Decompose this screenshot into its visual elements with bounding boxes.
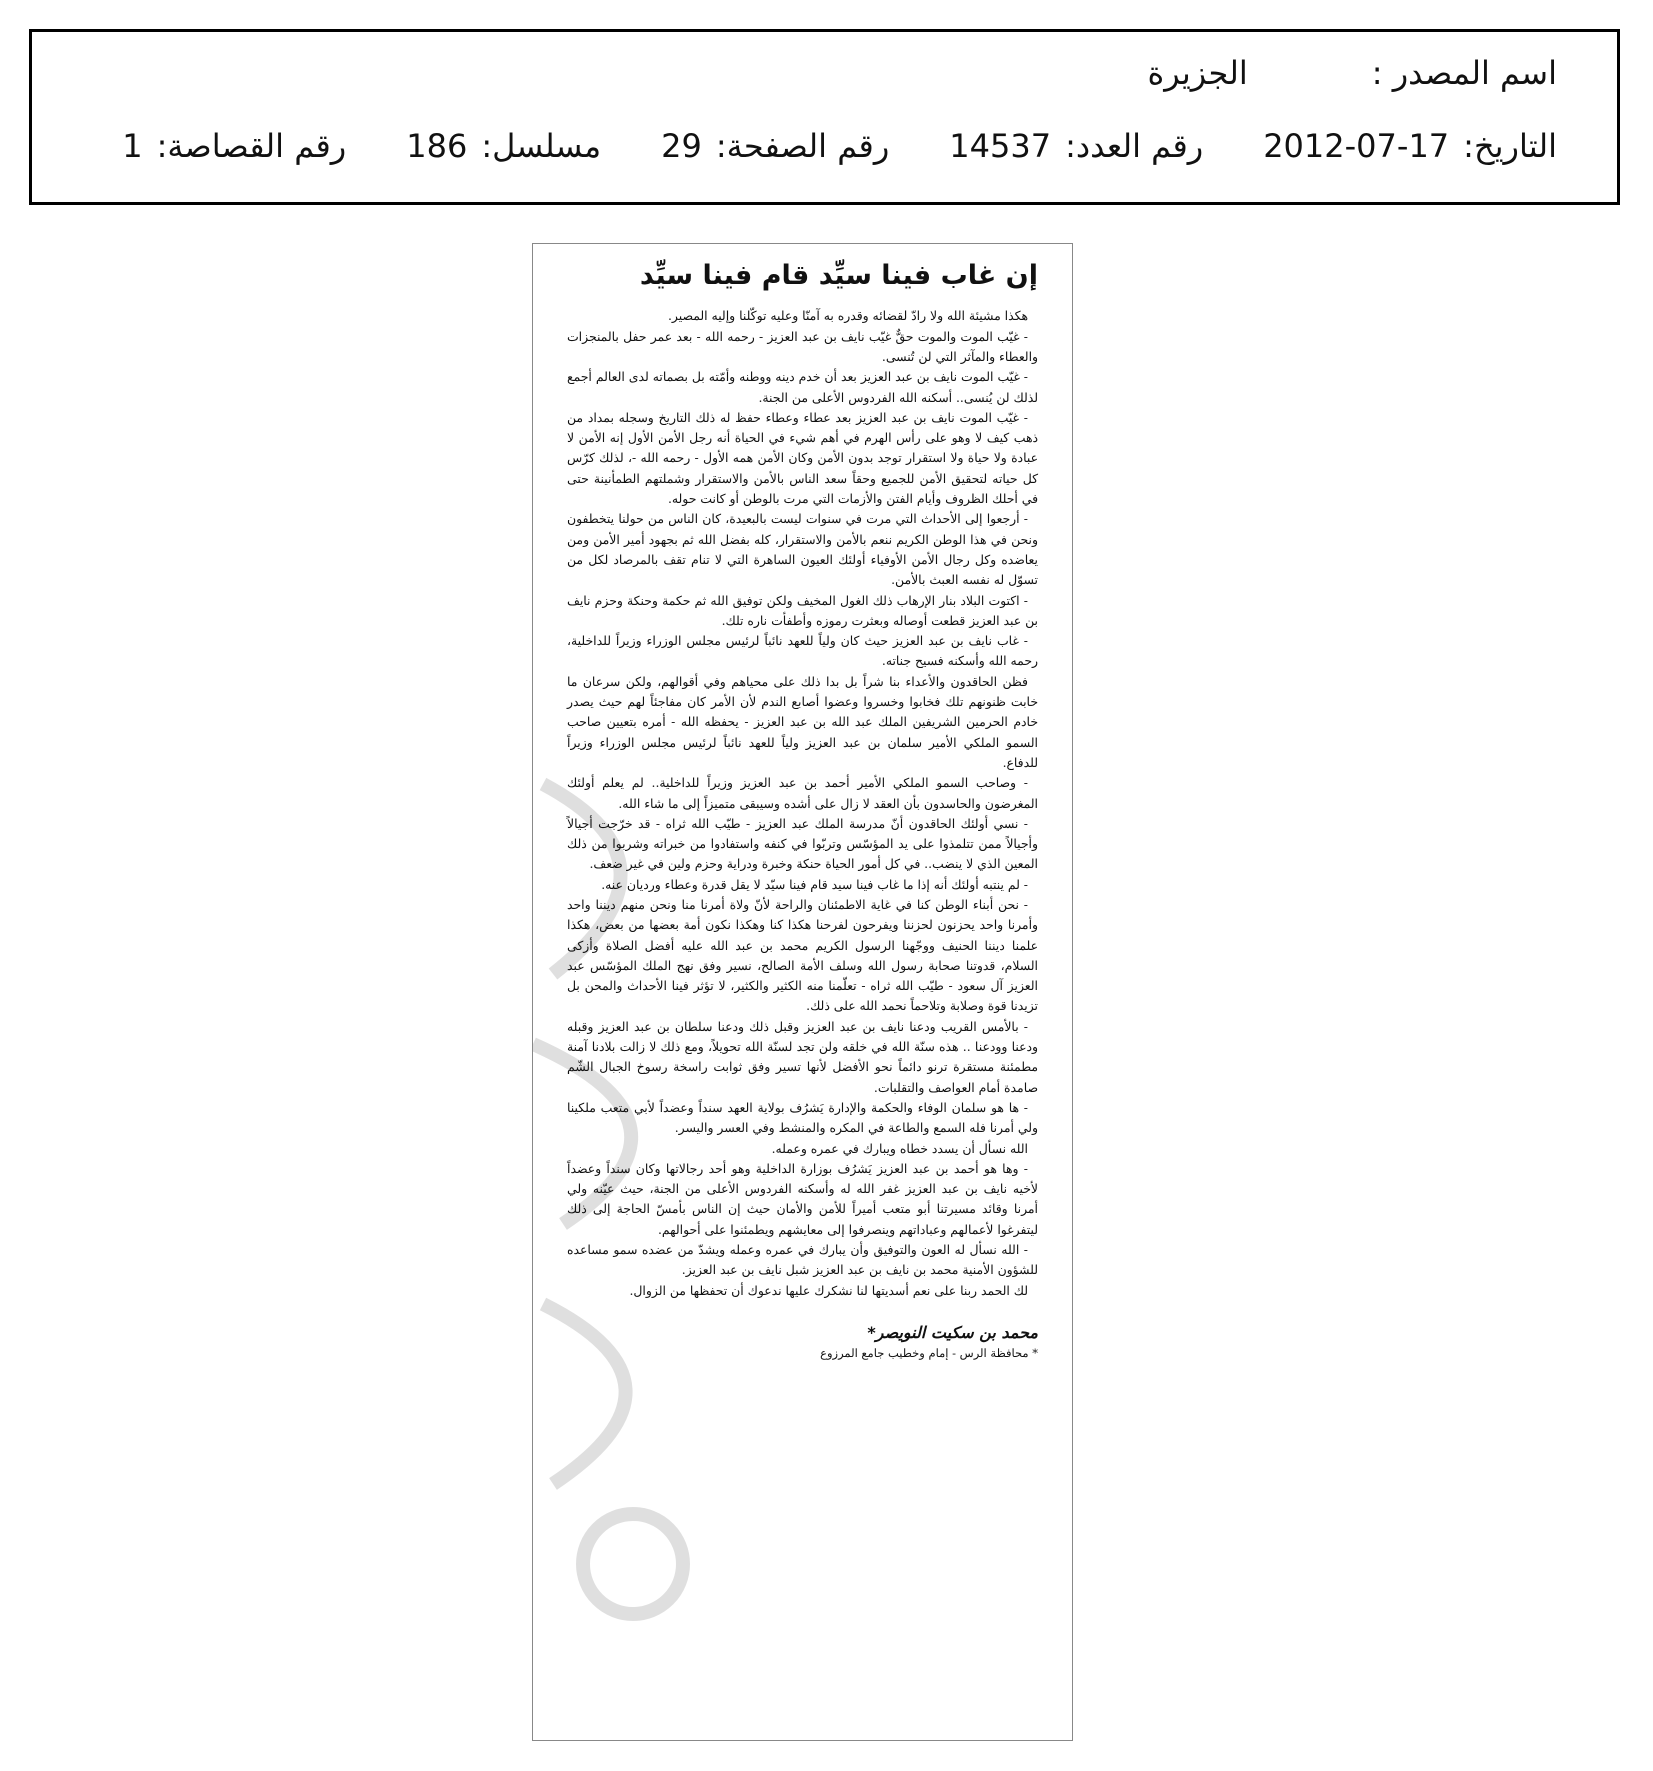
source-label: اسم المصدر : <box>1371 54 1557 92</box>
article-paragraph: - نسي أولئك الحاقدون أنّ مدرسة الملك عبد العزيز - طيّب الله ثراه - قد خرّجت أجيالاً وأجيالاً ممن تتلمذوا على يد المؤسّس وتربّوا في كنفه واستفادوا من خبراته وشربوا من ذلك المعين الذي لا ينضب.. في كل أمور الحياة حنكة وخبرة ودراية وحزم ولين في غير ضعف. <box>567 815 1038 872</box>
article-headline: إن غاب فينا سيِّد قام فينا سيِّد <box>639 260 1038 291</box>
article-paragraph: هكذا مشيئة الله ولا رادّ لقضائه وقدره به آمنّا وعليه توكّلنا وإليه المصير. <box>667 308 1028 324</box>
article-paragraph: - نحن أبناء الوطن كنا في غاية الاطمئنان والراحة لأنّ ولاة أمرنا منا ونحن منهم ديننا واحد وأمرنا واحد يحزنون لحزننا ويفرحون لفرحنا هكذا كنا وهكذا نكون أمة بعضها من بعض، هكذا علمنا ديننا الحنيف ووجّهنا الرسول الكريم محمد بن عبد الله عليه أفضل الصلاة وأزكى السلام، قدوتنا صحابة رسول الله وسلف الأمة الصالح، نسير وفق نهج الملك المؤسّس عبد العزيز آل سعود - طيّب الله ثراه - تعلّمنا منه الكثير والكثير، لا تؤثر فينا الأحداث والمحن بل تزيدنا قوة وصلابة وتلاحماً نحمد الله على ذلك. <box>567 897 1038 1014</box>
article-paragraph: لك الحمد ربنا على نعم أسديتها لنا نشكرك عليها ندعوك أن تحفظها من الزوال. <box>629 1282 1028 1298</box>
article-paragraph: - وها هو أحمد بن عبد العزيز يَشرُف بوزارة الداخلية وهو أحد رجالاتها وكان سنداً وعضداً لأخيه نايف بن عبد العزيز غفر الله له وأسكنه الفردوس الأعلى من الجنة، حيث عيّنه ولي أمرنا وقائد مسيرتنا أبو متعب أميراً للأمن والأمان حيث إن الناس بأمسّ الحاجة إلى ذلك ليتفرغوا لأعمالهم وعباداتهم وينصرفوا إلى معايشهم ويطمئنوا على أحوالهم. <box>567 1160 1038 1237</box>
newspaper-clipping <box>532 243 1073 1741</box>
article-paragraph: - ها هو سلمان الوفاء والحكمة والإدارة يَشرُف بولاية العهد سنداً وعضداً لأبي متعب ملكينا ولي أمرنا فله السمع والطاعة في المكره والمنشط وفي العسر واليسر. <box>567 1099 1038 1136</box>
article-paragraph: - وصاحب السمو الملكي الأمير أحمد بن عبد العزيز وزيراً للداخلية.. لم يعلم أولئك المغرضون والحاسدون بأن العقد لا زال على أشده وسيبقى متميزاً إلى ما شاء الله. <box>567 775 1038 811</box>
date-value: 2012-07-17 <box>1263 127 1450 165</box>
serial-label: مسلسل: <box>481 127 602 165</box>
source-info-box <box>29 29 1620 205</box>
article-paragraph: - اكتوت البلاد بنار الإرهاب ذلك الغول المخيف ولكن توفيق الله ثم حكمة وحنكة وحزم نايف بن عبد العزيز قطعت أوصاله وبعثرت رموزه وأطفأت ناره تلك. <box>567 592 1038 628</box>
source-value: الجزيرة <box>1147 54 1248 92</box>
article-paragraph: - غاب نايف بن عبد العزيز حيث كان ولياً للعهد نائباً لرئيس مجلس الوزراء وزيراً للداخلية، رحمه الله وأسكنه فسيح جناته. <box>567 633 1038 669</box>
author-note: * محافظة الرس - إمام وخطيب جامع المرزوع <box>820 1345 1038 1360</box>
article-paragraph: - الله نسأل له العون والتوفيق وأن يبارك في عمره وعمله ويشدّ من عضده سمو مساعده للشؤون الأمنية محمد بن نايف بن عبد العزيز شبل نايف بن عبد العزيز. <box>567 1242 1038 1278</box>
article-author: محمد بن سكيت النويصر* <box>867 1322 1038 1342</box>
article-paragraph: - غيّب الموت نايف بن عبد العزيز بعد أن خدم دينه ووطنه وأمّته بل بصماته لدى العالم أجمع لذلك لن يُنسى.. أسكنه الله الفردوس الأعلى من الجنة. <box>567 369 1038 405</box>
article-paragraph: - غيّب الموت نايف بن عبد العزيز بعد عطاء وعطاء حفظ له ذلك التاريخ وسجله بمداد من ذهب كيف لا وهو على رأس الهرم في أهم شيء في الحياة أنه رجل الأمن الأول إنه الأمن لا عبادة ولا حياة ولا استقرار توجد بدون الأمن وكان الأمن همه الأول - رحمه الله -، لذلك كرّس كل حياته لتحقيق الأمن للجميع وحقاً سعد الناس بالأمن والاستقرار وشملتهم الطمأنينة حتى في أحلك الظروف وأيام الفتن والأزمات التي مرت بالوطن أو كانت حوله. <box>567 409 1038 507</box>
page-label: رقم الصفحة: <box>715 127 890 165</box>
article-paragraph: - لم ينتبه أولئك أنه إذا ما غاب فينا سيد قام فينا سيّد لا يقل قدرة وعطاء ورديان عنه. <box>601 876 1028 892</box>
article-paragraph: فظن الحاقدون والأعداء بنا شراً بل بدا ذلك على محياهم وفي أقوالهم، ولكن سرعان ما خابت ظنونهم تلك فخابوا وخسروا وعضوا أصابع الندم لأن الأمر كان مفاجئاً لهم حيث يصدر خادم الحرمين الشريفين الملك عبد الله بن عبد العزيز - يحفظه الله - أمره بتعيين صاحب السمو الملكي الأمير سلمان بن عبد العزيز ولياً للعهد نائباً لرئيس مجلس الوزراء وزيراً للدفاع. <box>567 673 1038 770</box>
article-paragraph: - بالأمس القريب ودعنا نايف بن عبد العزيز وقبل ذلك ودعنا سلطان بن عبد العزيز وقبله ودعنا وودعنا .. هذه سنّة الله في خلقه ولن تجد لسنّة الله تحويلاً، ومع ذلك لا زالت بلادنا آمنة مطمئنة مستقرة ترنو دائماً نحو الأفضل لأنها تسير وفق ثوابت راسخة رسوخ الجبال الشّم صامدة أمام العواصف والتقلبات. <box>567 1018 1038 1095</box>
article-paragraph: - غيّب الموت والموت حقٌّ غيّب نايف بن عبد العزيز - رحمه الله - بعد عمر حفل بالمنجزات والعطاء والمآثر التي لن تُنسى. <box>567 328 1038 364</box>
article-body <box>567 306 1038 1301</box>
issue-value: 14537 <box>949 127 1052 165</box>
clip-number-label: رقم القصاصة: <box>156 127 347 165</box>
source-row <box>1147 54 1557 92</box>
metadata-row <box>122 127 1557 165</box>
date-label: التاريخ: <box>1463 127 1557 165</box>
issue-label: رقم العدد: <box>1065 127 1204 165</box>
serial-value: 186 <box>406 127 468 165</box>
article-paragraph: - أرجعوا إلى الأحداث التي مرت في سنوات ليست بالبعيدة، كان الناس من حولنا يتخطفون ونحن في هذا الوطن الكريم ننعم بالأمن والاستقرار، كله بفضل الله ثم بجهود أمير الأمن ومن يعاضده وكل رجال الأمن الأوفياء أولئك العيون الساهرة التي لا تنام تقف بالمرصاد لكل من تسوّل له نفسه العبث بالأمن. <box>567 511 1038 588</box>
article-paragraph: الله نسأل أن يسدد خطاه ويبارك في عمره وعمله. <box>771 1140 1028 1156</box>
page-value: 29 <box>661 127 702 165</box>
clip-number-value: 1 <box>122 127 143 165</box>
